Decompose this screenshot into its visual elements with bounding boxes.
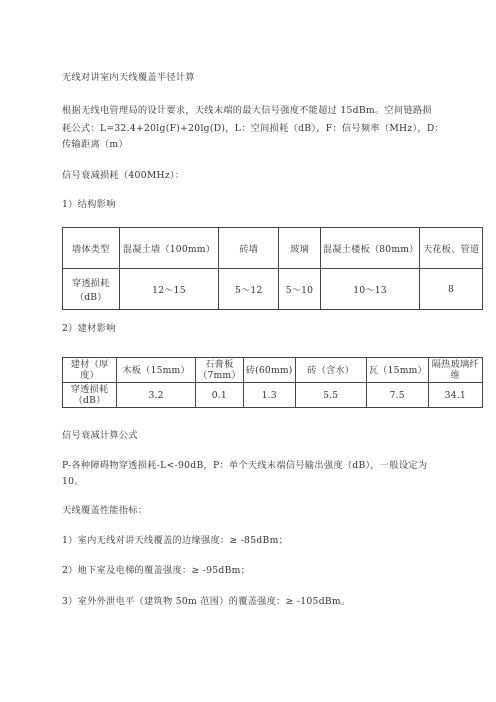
table-cell: 8 <box>420 269 483 310</box>
table-cell: 混凝土墙（100mm） <box>119 228 219 269</box>
formula-line-2: 10。 <box>62 476 84 487</box>
table-cell: 7.5 <box>366 383 428 408</box>
table-cell: 12～15 <box>119 269 219 310</box>
table-header-row <box>63 358 483 383</box>
structure-table <box>62 227 483 310</box>
formula-heading: 信号衰减计算公式 <box>62 430 138 441</box>
table-cell: 天花板、管道 <box>420 228 483 269</box>
performance-item-2: 2）地下室及电梯的覆盖强度：≥ -95dBm； <box>62 565 251 576</box>
table-cell: 玻璃 <box>279 228 321 269</box>
table-header-row <box>63 228 483 269</box>
attenuation-heading: 信号衰减损耗（400MHz）： <box>62 170 185 181</box>
doc-title: 无线对讲室内天线覆盖半径计算 <box>62 72 195 83</box>
table-cell: 砖墙 <box>219 228 279 269</box>
table-cell: 墙体类型 <box>63 228 120 269</box>
table-cell: 瓦（15mm） <box>366 358 428 383</box>
table-cell: 砖（含水） <box>295 358 366 383</box>
table-cell: 34.1 <box>428 383 482 408</box>
table-cell: 穿透损耗（dB） <box>63 383 117 408</box>
table-cell: 0.1 <box>196 383 244 408</box>
performance-heading: 天线覆盖性能指标： <box>62 505 148 516</box>
table-cell: 建材（厚度） <box>63 358 117 383</box>
table-cell: 5～10 <box>279 269 321 310</box>
performance-item-1: 1）室内无线对讲天线覆盖的边缘强度：≥ -85dBm； <box>62 535 289 546</box>
table-row <box>63 269 483 310</box>
table-row <box>63 383 483 408</box>
materials-table <box>62 357 483 408</box>
intro-line-2: 耗公式：L=32.4+20lg(F)+20lg(D)，L：空间损耗（dB），F：信号频率（MHz），D： <box>62 123 445 134</box>
table-cell: 10～13 <box>320 269 419 310</box>
section-structure-heading: 1）结构影响 <box>62 199 116 210</box>
intro-line-3: 传输距离（m） <box>62 139 128 150</box>
table-cell: 3.2 <box>117 383 196 408</box>
table-cell: 5.5 <box>295 383 366 408</box>
formula-line-1: P-各种障碍物穿透损耗-L<-90dB，P：单个天线末端信号输出强度（dB），一般设定为 <box>62 460 428 471</box>
table-cell: 5～12 <box>219 269 279 310</box>
table-cell: 砖(60mm) <box>243 358 295 383</box>
section-materials-heading: 2）建材影响 <box>62 323 116 334</box>
table-cell: 混凝土楼板（80mm） <box>320 228 419 269</box>
table-cell: 穿透损耗（dB） <box>63 269 120 310</box>
table-cell: 隔热玻璃纤维 <box>428 358 482 383</box>
table-cell: 1.3 <box>243 383 295 408</box>
performance-item-3: 3）室外外泄电平（建筑物 50m 范围）的覆盖强度：≥ -105dBm。 <box>62 596 351 607</box>
table-cell: 木板（15mm） <box>117 358 196 383</box>
intro-line-1: 根据无线电管理局的设计要求，天线末端的最大信号强度不能超过 15dBm。空间链路损 <box>62 105 432 116</box>
table-cell: 石膏板（7mm） <box>196 358 244 383</box>
